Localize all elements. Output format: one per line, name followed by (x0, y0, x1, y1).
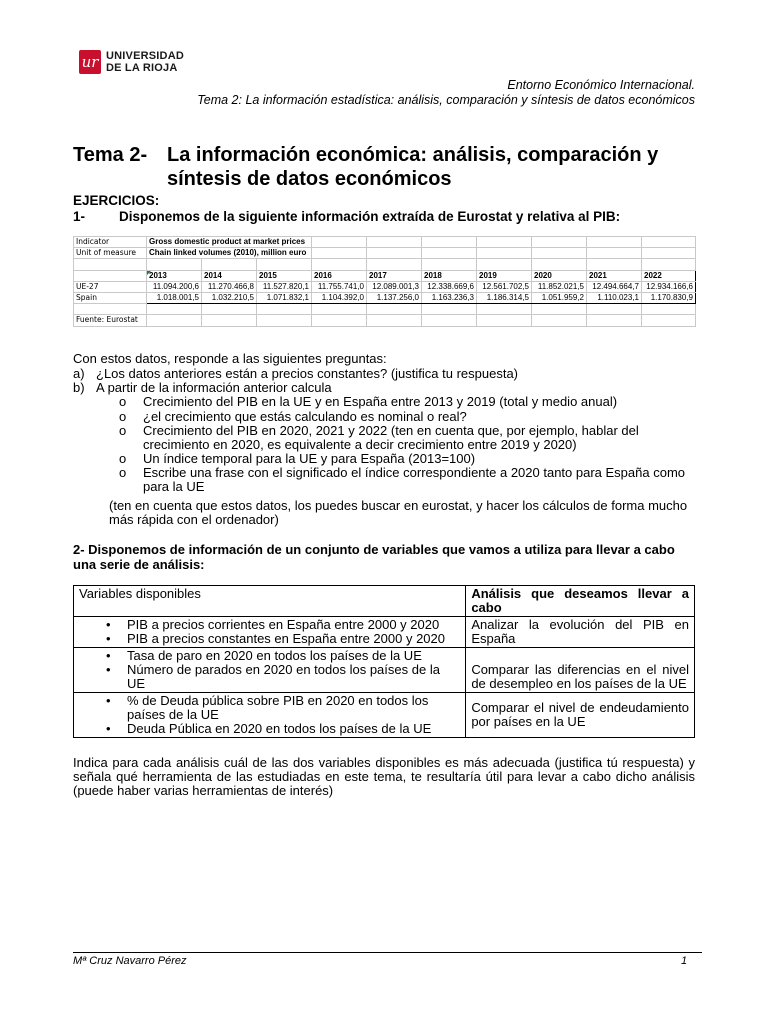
sub-bullet-icon: o (119, 394, 127, 409)
year-cell: 2017 (367, 270, 422, 281)
sub-bullet-icon: o (119, 465, 127, 480)
data-cell: 12.494.664,7 (587, 281, 642, 292)
year-cell: 2018 (422, 270, 477, 281)
note-line-2: más rápida con el ordenador) (109, 512, 279, 527)
ejercicios-heading: EJERCICIOS: (73, 193, 160, 208)
sub-bullet-icon: o (119, 451, 127, 466)
data-cell: 1.018.001,5 (147, 292, 202, 303)
title-line-1: La información económica: análisis, comparación y (167, 144, 659, 166)
data-cell: 11.094.200,6 (147, 281, 202, 292)
row-label: Spain (74, 292, 147, 303)
data-cell: 11.852.021,5 (532, 281, 587, 292)
variable-item: • % de Deuda pública sobre PIB en 2020 en todos los países de la UE (79, 694, 460, 722)
data-cell: 1.170.830,9 (642, 292, 696, 303)
variable-item: • PIB a precios corrientes en España entre 2000 y 2020 (79, 618, 460, 632)
footer-author: Mª Cruz Navarro Pérez (73, 955, 187, 967)
note-line-1: (ten en cuenta que estos datos, los puedes buscar en eurostat, y hacer los cálculos de forma mucho (109, 498, 688, 513)
sub-question-3-line-2: crecimiento en 2020, es equivalente a decir crecimiento entre 2019 y 2020) (143, 437, 577, 452)
question-a-marker: a) (73, 366, 85, 381)
sub-question-1: Crecimiento del PIB en la UE y en España entre 2013 y 2019 (total y medio anual) (143, 394, 618, 409)
data-cell: 12.934.166,6 (642, 281, 696, 292)
logo-text (106, 51, 184, 74)
running-header (197, 78, 695, 108)
table-row (74, 292, 696, 303)
header-line-2: Tema 2: La información estadística: análisis, comparación y síntesis de datos económicos (197, 93, 695, 107)
page-number: 1 (681, 955, 688, 967)
variable-item: • Tasa de paro en 2020 en todos los países de la UE (79, 649, 460, 663)
table-header-row (74, 586, 695, 617)
data-cell: 11.527.820,1 (257, 281, 312, 292)
table-row (74, 617, 695, 648)
col-header-variables: Variables disponibles (74, 586, 466, 617)
analysis-cell: Comparar el nivel de endeudamiento por países en la UE (466, 693, 695, 738)
question-b-text: A partir de la información anterior calcula (96, 380, 332, 395)
data-cell: 11.270.466,8 (202, 281, 257, 292)
logo-mark-icon: ur (79, 50, 101, 74)
sub-question-5-line-2: para la UE (143, 479, 205, 494)
year-cell: 2022 (642, 270, 696, 281)
year-cell: 2020 (532, 270, 587, 281)
analysis-cell: Analizar la evolución del PIB en España (466, 617, 695, 648)
final-instructions: Indica para cada análisis cuál de las dos variables disponibles es más adecuada (justifica tú respuesta) y señala qué herramienta de las estudiadas en este tema, te resultaría útil para levar a cabo dicho análisis (puede haber varias herramientas de interés) (73, 755, 695, 798)
sub-question-4: Un índice temporal para la UE y para España (2013=100) (143, 451, 476, 466)
data-cell: 1.051.959,2 (532, 292, 587, 303)
year-cell: 2021 (587, 270, 642, 281)
year-header-row (74, 270, 696, 281)
table-row (74, 281, 696, 292)
table-row (74, 648, 695, 693)
variable-item: • Deuda Pública en 2020 en todos los países de la UE (79, 722, 460, 736)
sub-bullet-icon: o (119, 409, 127, 424)
exercise-1-number: 1- (73, 209, 86, 224)
footer-divider (73, 952, 702, 953)
indicator-label: Indicator (74, 237, 147, 248)
data-cell: 1.110.023,1 (587, 292, 642, 303)
table-source: Fuente: Eurostat (74, 315, 147, 326)
data-cell: 1.163.236,3 (422, 292, 477, 303)
variable-item: • Número de parados en 2020 en todos los países de la UE (79, 663, 460, 691)
university-logo (79, 50, 219, 74)
sub-question-5-line-1: Escribe una frase con el significado el índice correspondiente a 2020 tanto para España como (143, 465, 686, 480)
variable-item: • PIB a precios constantes en España entre 2000 y 2020 (79, 632, 460, 646)
sub-bullet-icon: o (119, 423, 127, 438)
table-row (74, 693, 695, 738)
data-cell: 1.032.210,5 (202, 292, 257, 303)
exercise-2-heading: 2- Disponemos de información de un conjunto de variables que vamos a utiliza para llevar a cabo una serie de análisis: (73, 542, 675, 572)
analysis-cell: Comparar las diferencias en el nivel de desempleo en los países de la UE (466, 648, 695, 693)
questions-intro: Con estos datos, responde a las siguientes preguntas: (73, 351, 387, 366)
data-cell: 1.104.392,0 (312, 292, 367, 303)
exercise-1-text: Disponemos de la siguiente información extraída de Eurostat y relativa al PIB: (119, 209, 621, 224)
year-cell: 2016 (312, 270, 367, 281)
data-cell: 12.338.669,6 (422, 281, 477, 292)
data-cell: 1.071.832,1 (257, 292, 312, 303)
indicator-value: Gross domestic product at market prices (147, 237, 312, 248)
variables-table (73, 585, 695, 738)
logo-line-1: UNIVERSIDAD (106, 50, 184, 62)
data-cell: 1.186.314,5 (477, 292, 532, 303)
data-cell: 1.137.256,0 (367, 292, 422, 303)
unit-label: Unit of measure (74, 248, 147, 259)
year-cell: 2014 (202, 270, 257, 281)
question-a-text: ¿Los datos anteriores están a precios constantes? (justifica tu respuesta) (96, 366, 518, 381)
data-cell: 12.561.702,5 (477, 281, 532, 292)
year-cell: 2015 (257, 270, 312, 281)
data-cell: 11.755.741,0 (312, 281, 367, 292)
row-label: UE-27 (74, 281, 147, 292)
logo-line-2: DE LA RIOJA (106, 61, 178, 74)
year-cell: 2019 (477, 270, 532, 281)
data-cell: 12.089.001,3 (367, 281, 422, 292)
header-line-1: Entorno Económico Internacional. (507, 78, 695, 92)
unit-value: Chain linked volumes (2010), million euro (147, 248, 312, 259)
col-header-analysis: Análisis que deseamos llevar a cabo (466, 586, 695, 617)
title-number: Tema 2- (73, 144, 148, 166)
sub-question-3-line-1: Crecimiento del PIB en 2020, 2021 y 2022 (ten en cuenta que, por ejemplo, hablar del (143, 423, 639, 438)
question-b-marker: b) (73, 380, 85, 395)
title-line-2: síntesis de datos económicos (167, 168, 452, 190)
year-cell: 2013 (147, 270, 202, 281)
eurostat-table (73, 236, 696, 327)
sub-question-2: ¿el crecimiento que estás calculando es nominal o real? (143, 409, 467, 424)
